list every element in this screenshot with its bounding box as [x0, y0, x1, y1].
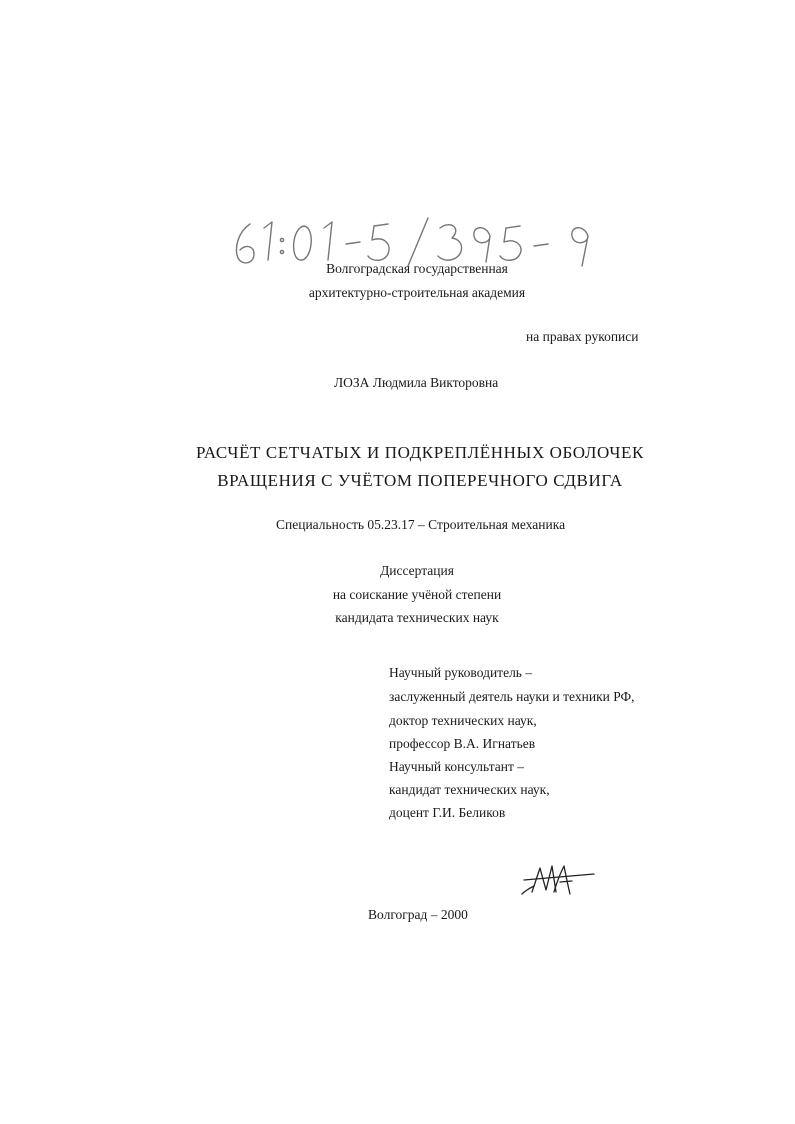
- supervisor-line-1: Научный руководитель –: [389, 665, 533, 680]
- author-name: ЛОЗА Людмила Викторовна: [334, 375, 499, 390]
- degree-line-2: на соискание учёной степени: [332, 587, 502, 602]
- supervisor-line-4: профессор В.А. Игнатьев: [389, 736, 536, 751]
- degree-line-1: Диссертация: [380, 563, 454, 578]
- signature: [520, 862, 600, 898]
- organization-line-2: архитектурно-строительная академия: [308, 285, 526, 300]
- degree-line-3: кандидата технических наук: [335, 610, 499, 625]
- dissertation-title-line-1: РАСЧЁТ СЕТЧАТЫХ И ПОДКРЕПЛЁННЫХ ОБОЛОЧЕК: [196, 443, 644, 462]
- organization-line-1: Волгоградская государственная: [326, 261, 508, 276]
- consultant-line-2: кандидат технических наук,: [389, 782, 550, 797]
- consultant-line-1: Научный консультант –: [389, 759, 524, 774]
- specialty: Специальность 05.23.17 – Строительная механика: [276, 517, 566, 532]
- dissertation-title-line-2: ВРАЩЕНИЯ С УЧЁТОМ ПОПЕРЕЧНОГО СДВИГА: [217, 471, 623, 490]
- supervisor-line-3: доктор технических наук,: [389, 713, 537, 728]
- city-year: Волгоград – 2000: [368, 907, 468, 922]
- supervisor-line-2: заслуженный деятель науки и техники РФ,: [389, 689, 635, 704]
- rights-note: на правах рукописи: [526, 329, 639, 344]
- consultant-line-3: доцент Г.И. Беликов: [389, 805, 506, 820]
